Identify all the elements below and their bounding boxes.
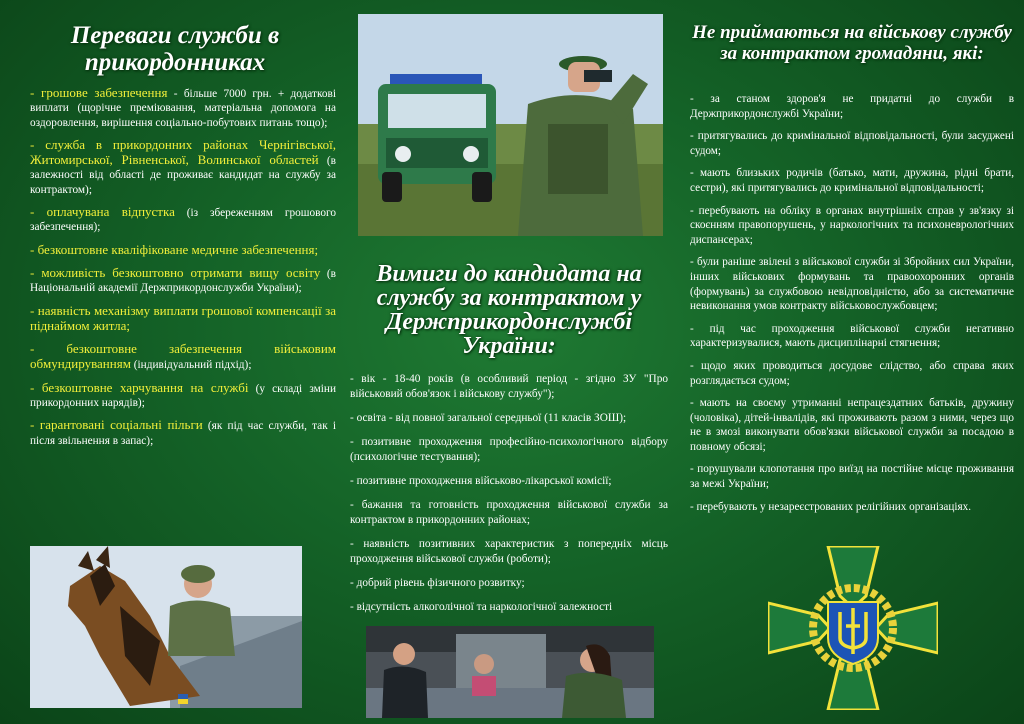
advantage-item [30, 138, 336, 197]
requirement-item: - бажання та готовність проходження військової служби за контрактом в прикордонних районах; [350, 499, 668, 526]
requirements-title: Вимиги до кандидата на службу за контрактом у Держприкордонслужбі України: [376, 261, 642, 359]
requirement-item: - позитивне проходження військово-лікарської комісії; [350, 475, 612, 487]
rejection-item: - притягувались до кримінальної відповідальності, були засуджені судом; [690, 130, 1014, 157]
checkpoint-office-photo [366, 626, 654, 718]
rejection-item: - мають на своєму утриманні непрацездатних батьків, дружину (чоловіка), дітей-інвалідів, які проживають разом з ними, через що не в змозі виконувати обов'язки військової служби за посадою в повному обсязі; [690, 397, 1014, 453]
advantage-detail: (індивідуальний підхід); [130, 359, 252, 372]
advantage-detail: (як під час служби, так і після звільнення в запас); [30, 420, 336, 447]
border-guard-vehicle-photo [358, 14, 663, 236]
advantage-highlight: - безкоштовне харчування на службі [30, 379, 249, 395]
advantages-title: Переваги служби в прикордонниках [70, 22, 280, 76]
requirement-item: - добрий рівень фізичного розвитку; [350, 577, 525, 589]
rejections-title: Не приймаються на військову службу за контрактом громадяни, які: [692, 22, 1012, 64]
advantage-detail: - більше 7000 грн. + додаткові виплати (щорічне преміювання, матеріальна допомога на оздоровлення, вирішення соціально-побутових питань тощо); [30, 88, 336, 129]
advantage-detail: (із збереженням грошового забезпечення); [30, 207, 337, 234]
advantage-highlight: - гарантовані соціальні пільги [30, 417, 203, 433]
advantage-highlight: - служба в прикордонних районах Чернігівської, Житомирської, Рівненської, Волинської областей [30, 136, 336, 168]
border-guard-with-dog-photo [30, 546, 302, 708]
advantage-item [30, 342, 336, 373]
rejection-item: - мають близьких родичів (батько, мати, дружина, рідні брати, сестри), які притягувались до кримінальної відповідальності; [690, 167, 1014, 194]
requirements-list [350, 372, 668, 615]
advantage-item [30, 205, 336, 235]
rejection-item: - щодо яких проводиться досудове слідство, або справа яких розглядається судом; [690, 359, 1014, 387]
advantage-detail: (в Національній академії Держприкордонслужби України); [30, 267, 336, 295]
requirement-item: - наявність позитивних характеристик з попередніх місць проходження військової служби (роботи); [350, 538, 668, 565]
advantage-item [30, 86, 336, 130]
rejection-item: - перебувають у незареєстрованих релігійних організаціях. [690, 500, 972, 513]
requirements-column [350, 244, 668, 624]
advantages-list [14, 86, 336, 448]
requirement-item: - відсутність алкоголічної та наркологічної залежності [350, 601, 613, 613]
advantage-highlight: - можливість безкоштовно отримати вищу освіту [30, 264, 321, 280]
border-guard-emblem [768, 546, 938, 710]
advantage-item [30, 418, 336, 448]
rejection-item: - під час проходження військової служби негативно характеризувалися, мають дисциплінарні стягнення; [690, 322, 1014, 350]
requirement-item: - вік - 18-40 років (в особливий період - згідно ЗУ "Про військовий обов'язок і військову службу"); [350, 373, 668, 400]
advantage-item [30, 266, 336, 296]
advantage-highlight: - безкоштовне забезпечення військовим обмундируванням [30, 341, 336, 372]
advantage-item [30, 381, 336, 411]
advantage-highlight: - грошове забезпечення [30, 85, 168, 100]
rejection-item: - були раніше звілені з військової служби зі Збройних сил України, інших військових формувань та правоохоронних органів (формувань) за службовою невідповідністю, або за систематичне невиконання умов контракту військовослужбовцем; [690, 256, 1014, 313]
advantages-column [14, 0, 336, 456]
advantage-highlight: - оплачувана відпустка [30, 204, 175, 220]
rejections-list [690, 92, 1014, 514]
advantage-highlight: - наявність механізму виплати грошової компенсації за піднаймом житла; [30, 302, 336, 333]
advantage-item [30, 304, 336, 335]
rejection-item: - за станом здоров'я не придатні до служби в Держприкордонслужбі України; [690, 93, 1014, 120]
rejection-item: - перебувають на обліку в органах внутрішніх справ у зв'язку зі скоєнням правопорушень, у наркологічних та психоневрологічних диспансерах; [690, 204, 1014, 246]
advantage-detail: (у складі зміни прикордонних нарядів); [30, 382, 337, 410]
requirement-item: - освіта - від повної загальної середньої (11 класів ЗОШ); [350, 412, 627, 424]
rejection-item: - порушували клопотання про виїзд на постійне місце проживання за межі України; [690, 463, 1014, 491]
requirement-item: - позитивне проходження професійно-психологічного відбору (психологічне тестування); [350, 436, 668, 463]
advantage-detail: (в залежності від області де проживає кандидат на службу за контрактом); [30, 155, 337, 196]
advantage-highlight: - безкоштовне кваліфіковане медичне забезпечення; [30, 241, 319, 257]
advantage-item [30, 243, 336, 258]
rejections-column [690, 0, 1014, 522]
